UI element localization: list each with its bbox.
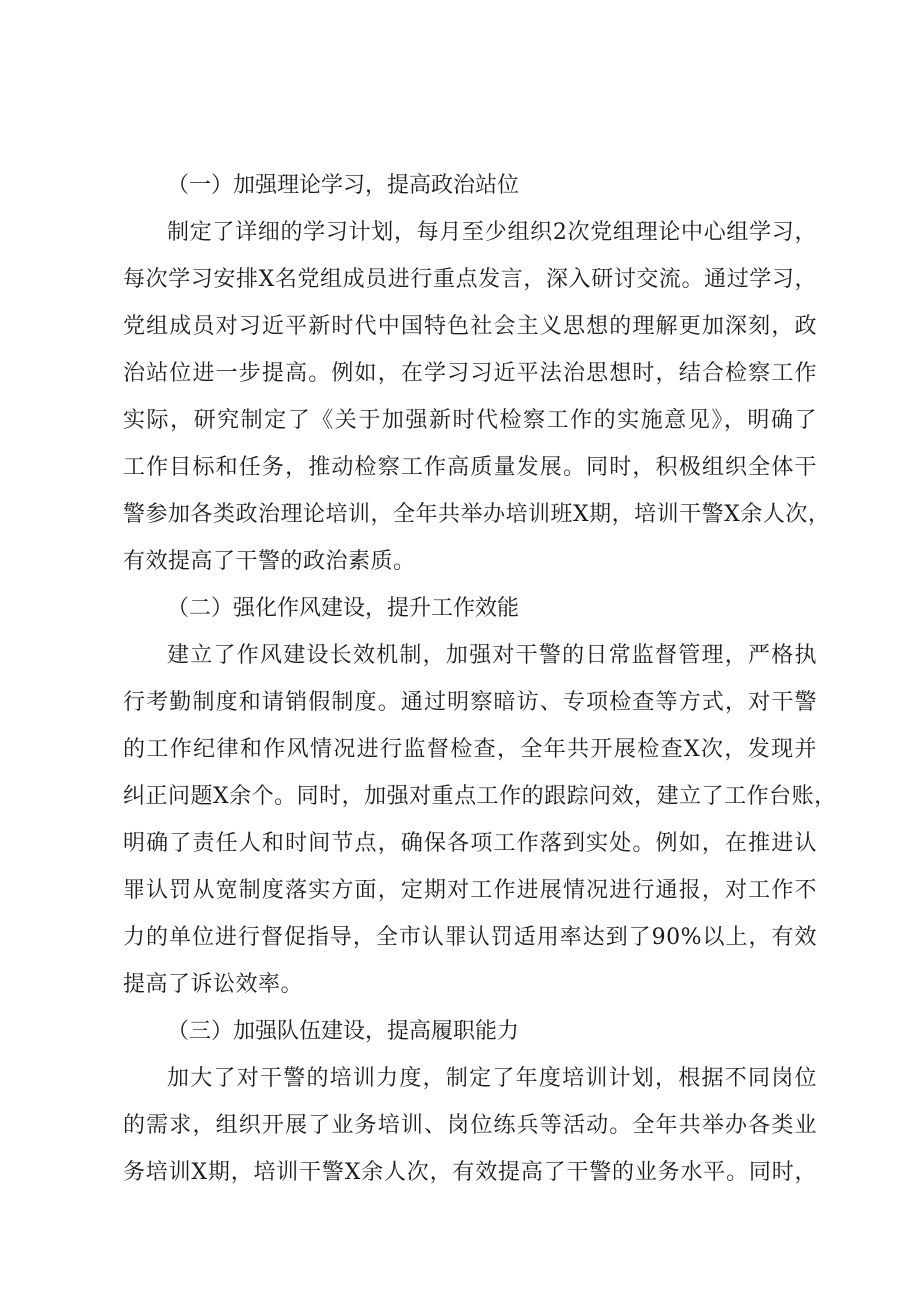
paragraph-line: 制定了详细的学习计划，每月至少组织2次党组理论中心组学习， — [167, 220, 817, 245]
paragraph-line: 每次学习安排X名党组成员进行重点发言，深入研讨交流。通过学习， — [123, 267, 817, 292]
section-heading: （二）强化作风建设，提升工作效能 — [167, 596, 520, 621]
paragraph-line: 警参加各类政治理论培训，全年共举办培训班X期，培训干警X余人次， — [123, 502, 831, 527]
paragraph-line: 纠正问题X余个。同时，加强对重点工作的跟踪问效，建立了工作台账， — [123, 784, 837, 809]
paragraph-line: 力的单位进行督促指导，全市认罪认罚适用率达到了90%以上，有效 — [123, 925, 817, 950]
paragraph-line: 明确了责任人和时间节点，确保各项工作落到实处。例如，在推进认 — [123, 831, 817, 856]
paragraph-line: 的工作纪律和作风情况进行监督检查，全年共开展检查X次，发现并 — [123, 737, 817, 762]
section-3 — [123, 1008, 817, 1196]
section-heading: （三）加强队伍建设，提高履职能力 — [167, 1019, 520, 1044]
section-1 — [123, 162, 831, 585]
section-paragraph — [123, 209, 831, 585]
paragraph-line: 务培训X期，培训干警X余人次，有效提高了干警的业务水平。同时， — [123, 1160, 817, 1185]
paragraph-line: 实际，研究制定了《关于加强新时代检察工作的实施意见》，明确了 — [123, 408, 817, 433]
section-paragraph — [123, 1055, 817, 1196]
paragraph-line: 工作目标和任务，推动检察工作高质量发展。同时，积极组织全体干 — [123, 455, 817, 480]
paragraph-line: 有效提高了干警的政治素质。 — [123, 549, 416, 574]
document-body — [123, 162, 837, 1196]
section-2 — [123, 585, 837, 1008]
section-heading: （一）加强理论学习，提高政治站位 — [167, 173, 520, 198]
paragraph-line: 罪认罚从宽制度落实方面，定期对工作进展情况进行通报，对工作不 — [123, 878, 817, 903]
section-paragraph — [123, 632, 837, 1008]
paragraph-line: 的需求，组织开展了业务培训、岗位练兵等活动。全年共举办各类业 — [123, 1113, 817, 1138]
paragraph-line: 加大了对干警的培训力度，制定了年度培训计划，根据不同岗位 — [167, 1066, 817, 1091]
paragraph-line: 提高了诉讼效率。 — [123, 972, 304, 997]
paragraph-line: 治站位进一步提高。例如，在学习习近平法治思想时，结合检察工作 — [123, 361, 817, 386]
paragraph-line: 建立了作风建设长效机制，加强对干警的日常监督管理，严格执 — [167, 643, 817, 668]
paragraph-line: 行考勤制度和请销假制度。通过明察暗访、专项检查等方式，对干警 — [123, 690, 817, 715]
paragraph-line: 党组成员对习近平新时代中国特色社会主义思想的理解更加深刻，政 — [123, 314, 817, 339]
